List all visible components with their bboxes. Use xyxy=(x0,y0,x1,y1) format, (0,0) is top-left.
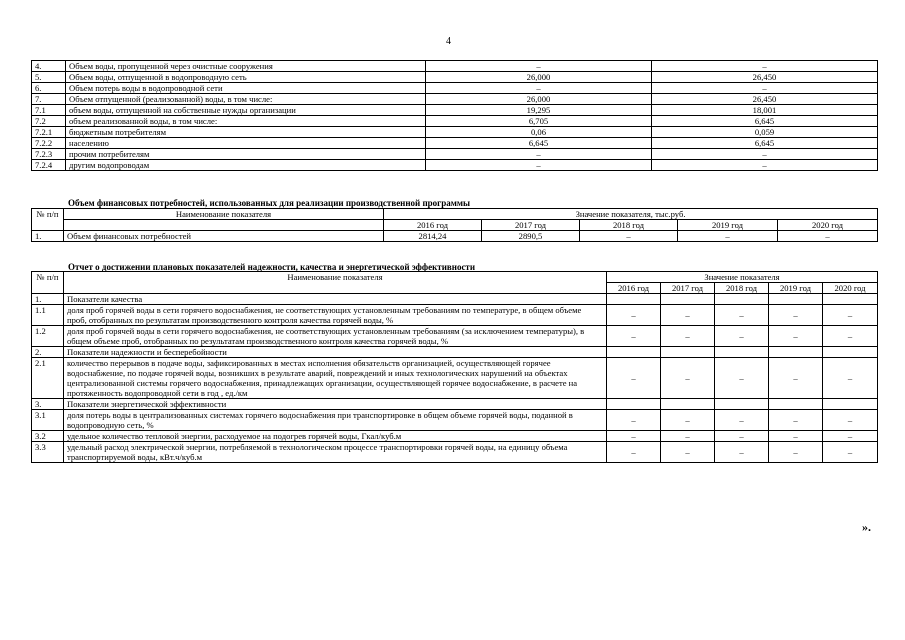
value-cell: – xyxy=(769,358,823,399)
value-cell: – xyxy=(715,442,769,463)
table-row xyxy=(32,442,878,463)
section-title: Показатели энергетической эффективности xyxy=(64,399,607,410)
value-cell: – xyxy=(769,410,823,431)
row-name: доля проб горячей воды в сети горячего водоснабжения, не соответствующих установленным требованиям по температуре, в общем объеме проб, отобранных по результатам производственного контроля качества горячей воды, % xyxy=(64,305,607,326)
empty-cell xyxy=(769,399,823,410)
year-header: 2020 год xyxy=(778,220,878,231)
performance-report-table xyxy=(31,271,878,463)
empty-cell xyxy=(715,294,769,305)
value-cell: – xyxy=(426,83,652,94)
row-name: Объем финансовых потребностей xyxy=(64,231,384,242)
empty-cell xyxy=(769,294,823,305)
row-name: удельный расход электрической энергии, потребляемой в технологическом процессе транспортировки горячей воды, на единицу объема транспортируемой воды, кВт.ч/куб.м xyxy=(64,442,607,463)
empty-cell xyxy=(661,347,715,358)
row-number: 7.2.2 xyxy=(32,138,66,149)
value-cell: – xyxy=(426,61,652,72)
row-name: Объем потерь воды в водопроводной сети xyxy=(66,83,426,94)
row-number: 1.1 xyxy=(32,305,64,326)
section-row xyxy=(32,347,878,358)
value-cell: – xyxy=(715,410,769,431)
value-cell: – xyxy=(715,431,769,442)
col-header-num: № п/п xyxy=(32,272,64,294)
table-row xyxy=(32,305,878,326)
value-cell: 26,450 xyxy=(652,94,878,105)
value-cell: – xyxy=(769,431,823,442)
value-cell: – xyxy=(661,431,715,442)
empty-cell xyxy=(661,399,715,410)
row-number: 7.2.1 xyxy=(32,127,66,138)
year-header: 2016 год xyxy=(384,220,482,231)
value-cell: – xyxy=(607,326,661,347)
table-row xyxy=(32,116,878,127)
value-cell: – xyxy=(823,358,878,399)
value-cell: 0,059 xyxy=(652,127,878,138)
performance-report-heading: Отчет о достижении плановых показателей надежности, качества и энергетической эффективности xyxy=(68,262,476,272)
table-row xyxy=(32,83,878,94)
empty-cell xyxy=(607,399,661,410)
closing-quote-mark: ». xyxy=(862,520,871,534)
financial-needs-table xyxy=(31,208,878,242)
row-name: Объем отпущенной (реализованной) воды, в том числе: xyxy=(66,94,426,105)
row-name: прочим потребителям xyxy=(66,149,426,160)
row-number: 4. xyxy=(32,61,66,72)
col-header-num: № п/п xyxy=(32,209,64,231)
value-cell: – xyxy=(823,410,878,431)
table-row xyxy=(32,94,878,105)
empty-cell xyxy=(769,347,823,358)
section-title: Показатели качества xyxy=(64,294,607,305)
table-row xyxy=(32,410,878,431)
value-cell: – xyxy=(607,358,661,399)
row-number: 1.2 xyxy=(32,326,64,347)
value-cell: – xyxy=(426,160,652,171)
empty-cell xyxy=(823,399,878,410)
row-name: удельное количество тепловой энергии, расходуемое на подогрев горячей воды, Гкал/куб.м xyxy=(64,431,607,442)
value-cell: – xyxy=(769,442,823,463)
value-cell: 19,295 xyxy=(426,105,652,116)
col-header-name-blank xyxy=(64,220,384,231)
value-cell: – xyxy=(661,358,715,399)
year-header: 2018 год xyxy=(715,283,769,294)
row-number: 3.2 xyxy=(32,431,64,442)
value-cell: 26,000 xyxy=(426,94,652,105)
value-cell: – xyxy=(678,231,778,242)
value-cell: – xyxy=(426,149,652,160)
year-header: 2019 год xyxy=(769,283,823,294)
value-cell: – xyxy=(652,61,878,72)
table-row xyxy=(32,72,878,83)
table-row xyxy=(32,127,878,138)
value-cell: 18,001 xyxy=(652,105,878,116)
section-title: Показатели надежности и бесперебойности xyxy=(64,347,607,358)
table-row xyxy=(32,149,878,160)
table-row xyxy=(32,61,878,72)
row-name: Объем воды, пропущенной через очистные сооружения xyxy=(66,61,426,72)
value-cell: 0,06 xyxy=(426,127,652,138)
row-number: 2. xyxy=(32,347,64,358)
row-name: другим водопроводам xyxy=(66,160,426,171)
page-number: 4 xyxy=(446,36,451,47)
row-name: доля потерь воды в централизованных системах горячего водоснабжения при транспортировке в общем объеме горячей воды, поданной в водопроводную сеть, % xyxy=(64,410,607,431)
value-cell: – xyxy=(652,149,878,160)
value-cell: 6,645 xyxy=(426,138,652,149)
row-number: 3.1 xyxy=(32,410,64,431)
value-cell: – xyxy=(652,83,878,94)
row-name: доля проб горячей воды в сети горячего водоснабжения, не соответствующих установленным требованиям (за исключением температуры), в общем объеме проб, отобранных по результатам производственного контроля качества горячей воды, % xyxy=(64,326,607,347)
year-header: 2017 год xyxy=(482,220,580,231)
value-cell: 26,450 xyxy=(652,72,878,83)
row-number: 3. xyxy=(32,399,64,410)
table-row xyxy=(32,160,878,171)
col-header-name: Наименование показателя xyxy=(64,272,607,294)
year-header: 2017 год xyxy=(661,283,715,294)
row-number: 6. xyxy=(32,83,66,94)
table-row xyxy=(32,105,878,116)
table-row xyxy=(32,431,878,442)
col-header-value: Значение показателя, тыс.руб. xyxy=(384,209,878,220)
col-header-value: Значение показателя xyxy=(607,272,878,283)
empty-cell xyxy=(715,347,769,358)
col-header-name: Наименование показателя xyxy=(64,209,384,220)
value-cell: – xyxy=(823,431,878,442)
value-cell: – xyxy=(661,326,715,347)
value-cell: 6,705 xyxy=(426,116,652,127)
value-cell: – xyxy=(661,410,715,431)
row-number: 1. xyxy=(32,231,64,242)
year-header: 2020 год xyxy=(823,283,878,294)
row-name: бюджетным потребителям xyxy=(66,127,426,138)
empty-cell xyxy=(661,294,715,305)
row-number: 7.2.3 xyxy=(32,149,66,160)
row-number: 7. xyxy=(32,94,66,105)
value-cell: – xyxy=(715,326,769,347)
financial-needs-heading: Объем финансовых потребностей, использованных для реализации производственной программы xyxy=(68,198,471,208)
row-name: Объем воды, отпущенной в водопроводную сеть xyxy=(66,72,426,83)
empty-cell xyxy=(715,399,769,410)
table-row xyxy=(32,138,878,149)
row-number: 5. xyxy=(32,72,66,83)
row-number: 7.2 xyxy=(32,116,66,127)
year-header: 2016 год xyxy=(607,283,661,294)
row-number: 2.1 xyxy=(32,358,64,399)
section-row xyxy=(32,294,878,305)
value-cell: – xyxy=(715,305,769,326)
empty-cell xyxy=(823,347,878,358)
table-row xyxy=(32,326,878,347)
empty-cell xyxy=(607,347,661,358)
row-name: объем воды, отпущенной на собственные нужды организации xyxy=(66,105,426,116)
value-cell: 6,645 xyxy=(652,138,878,149)
row-name: количество перерывов в подаче воды, зафиксированных в местах исполнения обязательств организацией, осуществляющей горячее водоснабжение, по подаче горячей воды, возникших в результате аварий, повреждений и иных технологических нарушений на объектах централизованной системы горячего водоснабжения, принадлежащих организации, осуществляющей горячее водоснабжение, в расчете на протяженность водопроводной сети в год , ед./км xyxy=(64,358,607,399)
value-cell: – xyxy=(652,160,878,171)
value-cell: 2814,24 xyxy=(384,231,482,242)
value-cell: – xyxy=(607,431,661,442)
value-cell: – xyxy=(661,305,715,326)
table-row xyxy=(32,358,878,399)
value-cell: – xyxy=(769,305,823,326)
value-cell: – xyxy=(580,231,678,242)
row-number: 7.2.4 xyxy=(32,160,66,171)
value-cell: – xyxy=(823,442,878,463)
water-volume-table xyxy=(31,60,878,171)
value-cell: – xyxy=(823,326,878,347)
section-row xyxy=(32,399,878,410)
table-row xyxy=(32,231,878,242)
row-number: 3.3 xyxy=(32,442,64,463)
row-name: объем реализованной воды, в том числе: xyxy=(66,116,426,127)
empty-cell xyxy=(823,294,878,305)
value-cell: – xyxy=(769,326,823,347)
value-cell: 6,645 xyxy=(652,116,878,127)
value-cell: – xyxy=(823,305,878,326)
value-cell: – xyxy=(715,358,769,399)
value-cell: – xyxy=(607,442,661,463)
value-cell: – xyxy=(778,231,878,242)
empty-cell xyxy=(607,294,661,305)
value-cell: – xyxy=(661,442,715,463)
value-cell: – xyxy=(607,410,661,431)
row-name: населению xyxy=(66,138,426,149)
year-header: 2018 год xyxy=(580,220,678,231)
row-number: 7.1 xyxy=(32,105,66,116)
year-header: 2019 год xyxy=(678,220,778,231)
row-number: 1. xyxy=(32,294,64,305)
value-cell: 26,000 xyxy=(426,72,652,83)
value-cell: – xyxy=(607,305,661,326)
value-cell: 2890,5 xyxy=(482,231,580,242)
